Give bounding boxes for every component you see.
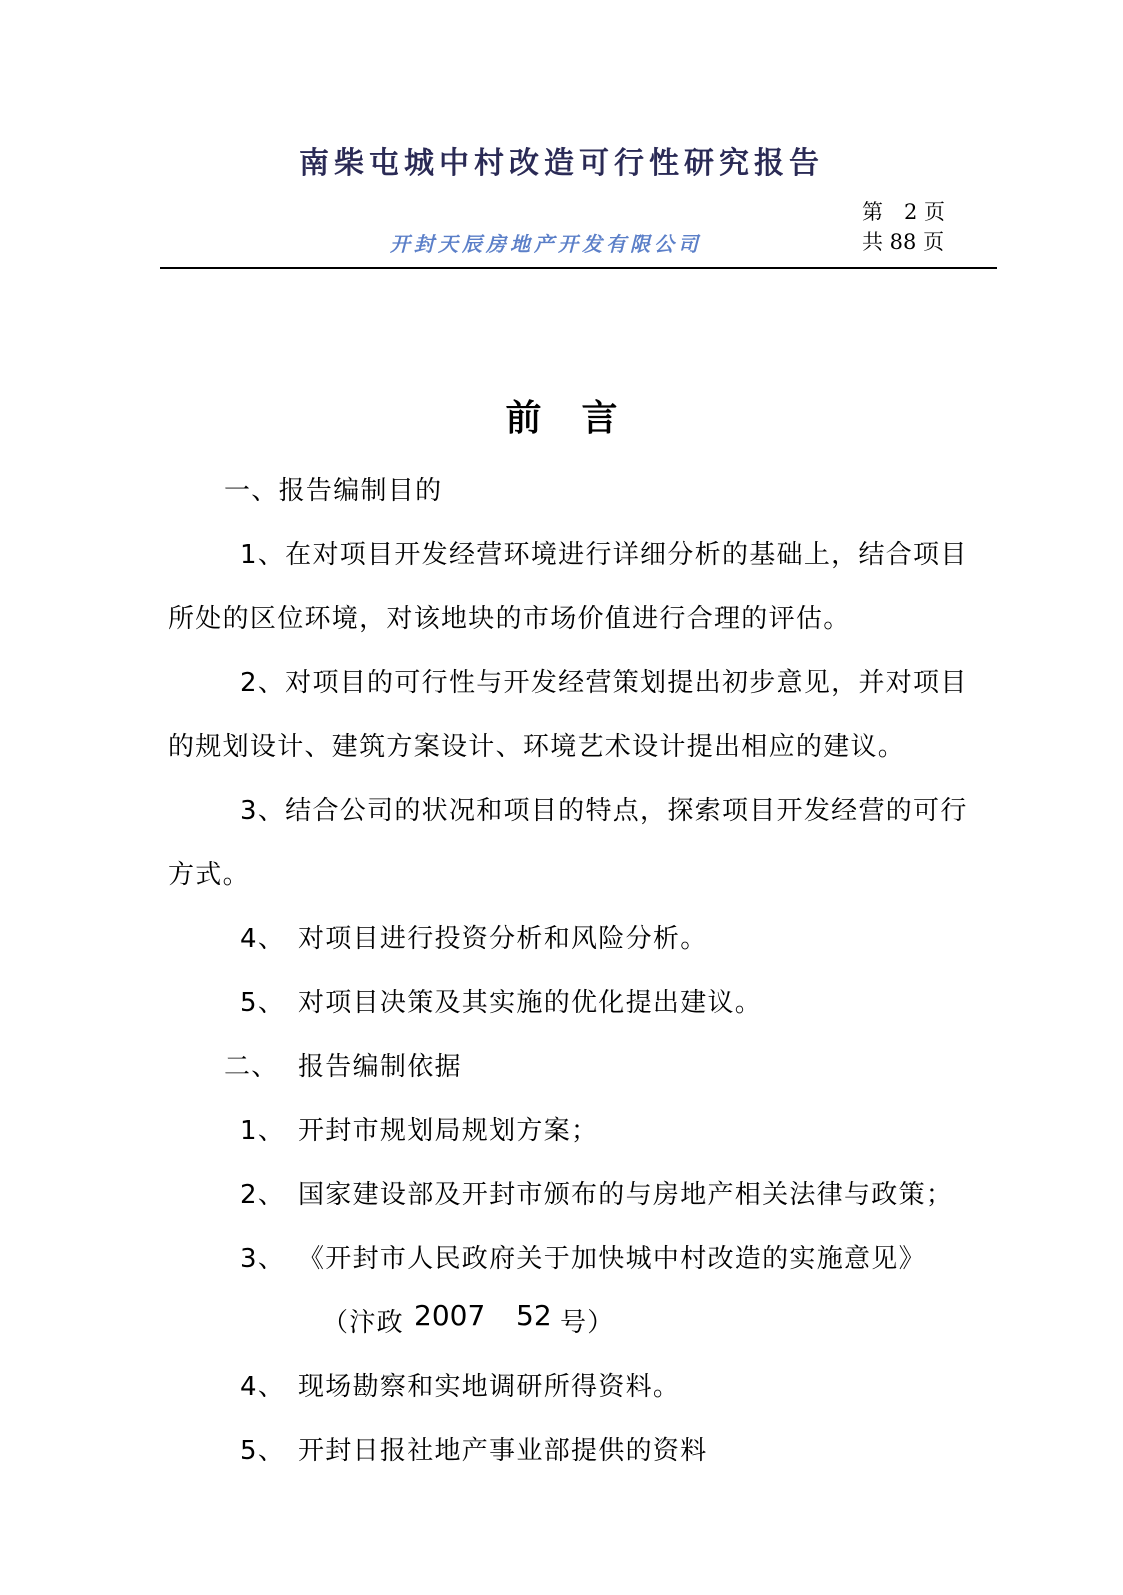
section-heading-purpose: 一、报告编制目的 <box>224 476 443 506</box>
basis-item-4-text: 现场勘察和实地调研所得资料。 <box>298 1372 681 1402</box>
basis-item-1-number: 1、 <box>240 1116 286 1146</box>
header-divider <box>160 267 997 269</box>
section-number-basis: 二、 <box>224 1052 279 1082</box>
preface-title: 前言 <box>505 398 658 439</box>
purpose-item-3-line2: 方式。 <box>168 860 250 890</box>
doc-ref-number: 52 <box>516 1299 552 1332</box>
basis-item-2-number: 2、 <box>240 1180 286 1210</box>
company-name: 开封天辰房地产开发有限公司 <box>390 232 702 256</box>
purpose-item-2-line2: 的规划设计、建筑方案设计、环境艺术设计提出相应的建议。 <box>168 732 906 762</box>
purpose-item-1-line2: 所处的区位环境，对该地块的市场价值进行合理的评估。 <box>168 604 851 634</box>
purpose-item-3-line1: 3、结合公司的状况和项目的特点，探索项目开发经营的可行 <box>240 796 968 826</box>
purpose-item-4-text: 对项目进行投资分析和风险分析。 <box>298 924 708 954</box>
report-title: 南柴屯城中村改造可行性研究报告 <box>299 146 824 181</box>
purpose-item-5-text: 对项目决策及其实施的优化提出建议。 <box>298 988 763 1018</box>
basis-item-3-text: 《开封市人民政府关于加快城中村改造的实施意见》 <box>298 1244 926 1274</box>
basis-item-1-text: 开封市规划局规划方案； <box>298 1116 599 1146</box>
basis-item-2-text: 国家建设部及开封市颁布的与房地产相关法律与政策； <box>298 1180 954 1210</box>
purpose-item-5-number: 5、 <box>240 988 286 1018</box>
doc-ref-close: 号） <box>560 1308 615 1338</box>
purpose-item-4-number: 4、 <box>240 924 286 954</box>
doc-ref-open: （汴政 <box>322 1308 404 1338</box>
page-total: 共 88 页 <box>862 230 945 254</box>
basis-item-4-number: 4、 <box>240 1372 286 1402</box>
page-current: 第 2 页 <box>862 200 946 224</box>
basis-item-5-text: 开封日报社地产事业部提供的资料 <box>298 1436 708 1466</box>
doc-ref-year: 2007 <box>414 1299 486 1332</box>
section-heading-basis: 报告编制依据 <box>298 1052 462 1082</box>
basis-item-5-number: 5、 <box>240 1436 286 1466</box>
purpose-item-1-line1: 1、在对项目开发经营环境进行详细分析的基础上，结合项目 <box>240 540 968 570</box>
basis-item-3-number: 3、 <box>240 1244 286 1274</box>
purpose-item-2-line1: 2、对项目的可行性与开发经营策划提出初步意见，并对项目 <box>240 668 968 698</box>
